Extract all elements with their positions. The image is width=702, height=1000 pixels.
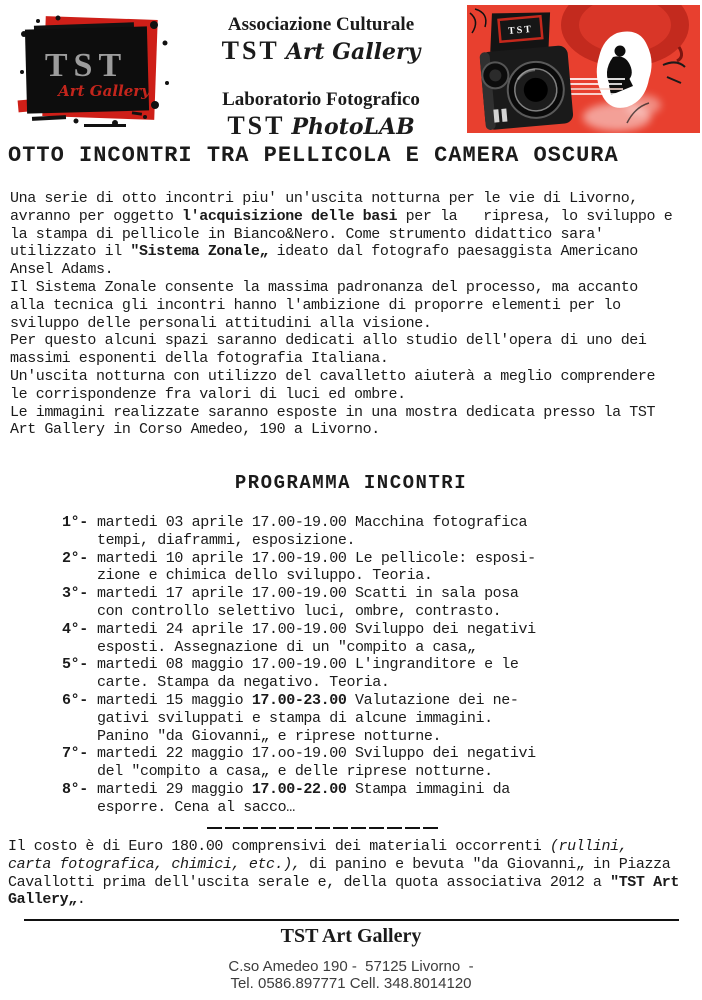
text-segment: Valutazione dei ne- [346, 691, 519, 709]
text-segment: l'acquisizione delle basi [182, 207, 398, 225]
text-segment: Per questo alcuni spazi saranno dedicati allo studio dell'opera di uno dei [10, 332, 647, 350]
program-item [62, 692, 536, 745]
text-segment: Ansel Adams. [10, 261, 114, 279]
text-segment: carte. Stampa da negativo. Teoria. [97, 674, 390, 692]
program-item [62, 781, 536, 817]
footer-address [0, 958, 702, 992]
laboratory-line: Laboratorio Fotografico [222, 89, 420, 110]
text-segment: Art Gallery in Corso Amedeo, 190 a Livorno. [10, 421, 380, 439]
program-item-text [97, 514, 527, 550]
association-line: Associazione Culturale [227, 14, 415, 35]
text-segment: martedi 29 maggio [97, 780, 252, 798]
text-segment: tempi, diaframmi, esposizione. [97, 531, 356, 549]
logo-subtitle-text: Art Gallery [58, 82, 150, 100]
program-item-text [97, 621, 536, 657]
text-segment: Cavallotti prima dell'uscita serale e, della quota associativa 2012 a [8, 873, 611, 891]
program-item [62, 656, 536, 692]
text-segment: la stampa di pellicole in Bianco&Nero. Come strumento didattico sara' [10, 225, 604, 243]
program-item-number: 4°- [62, 620, 88, 638]
text-segment: martedi 10 aprile 17.00-19.00 Le pellicole: esposi- [97, 549, 536, 567]
org-brand-tst: TST [221, 36, 280, 65]
footer-address-line1: C.so Amedeo 190 - 57125 Livorno - [228, 958, 474, 975]
program-list [62, 514, 536, 817]
text-segment: per la ripresa, lo sviluppo e [397, 207, 673, 225]
camera-photo [467, 5, 700, 133]
program-item-number: 3°- [62, 585, 88, 603]
logo-tst-text: TST [44, 47, 128, 84]
text-segment: avranno per oggetto [10, 207, 183, 225]
text-segment: Le immagini realizzate saranno esposte in una mostra dedicata presso la TST [10, 403, 656, 421]
camera-label-text: TST [507, 23, 534, 38]
text-segment: martedi 24 aprile 17.00-19.00 Sviluppo dei negativi [97, 620, 536, 638]
program-item-text [97, 745, 536, 781]
text-segment: sviluppo delle personali attitudini alla visione. [10, 314, 432, 332]
program-item-number: 6°- [62, 691, 88, 709]
text-segment: Il Sistema Zonale consente la massima padronanza del processo, ma accanto [10, 278, 638, 296]
program-item-number: 2°- [62, 549, 88, 567]
program-item [62, 550, 536, 586]
text-segment: le corrispondenze fra valori di luci ed ombre. [10, 385, 406, 403]
text-segment: Il costo è di Euro 180.00 comprensivi dei materiali occorrenti [8, 838, 550, 855]
text-segment: carta fotografica, chimici, etc.), [8, 855, 301, 873]
text-segment: gativi sviluppati e stampa di alcune immagini. [97, 709, 493, 727]
text-segment: martedi 17 aprile 17.00-19.00 Scatti in sala posa [97, 585, 519, 603]
intro-paragraph [10, 190, 672, 439]
cost-paragraph [8, 838, 679, 909]
text-segment: "TST Art [610, 873, 679, 891]
page-title: OTTO INCONTRI TRA PELLICOLA E CAMERA OSCURA [8, 143, 619, 168]
text-segment: esposti. Assegnazione di un "compito a casa„ [97, 638, 476, 656]
program-item-text [97, 550, 536, 586]
program-item-number: 1°- [62, 514, 88, 531]
program-item-text [97, 585, 518, 621]
text-segment: di panino e bevuta "da Giovanni„ in Piazza [300, 855, 671, 873]
text-segment: Stampa immagini da [346, 780, 510, 798]
program-item [62, 745, 536, 781]
text-segment: esporre. Cena al sacco… [97, 798, 295, 816]
dashed-separator [207, 827, 438, 829]
camera-photo-art [467, 5, 700, 133]
lab-brand-tst: TST [227, 111, 286, 140]
org-brand-line [178, 36, 464, 67]
text-segment: utilizzato il [10, 243, 131, 261]
text-segment: ideato dal fotografo paesaggista Americano [268, 243, 638, 261]
program-item-text [97, 656, 518, 692]
text-segment: con controllo selettivo luci, ombre, contrasto. [97, 602, 502, 620]
text-segment: martedi 03 aprile 17.00-19.00 Macchina fotografica [97, 514, 528, 531]
grunge-logo-art [14, 12, 174, 130]
text-segment: martedi 15 maggio [97, 691, 252, 709]
lab-brand-line [178, 111, 464, 142]
program-item-text [97, 692, 518, 745]
text-segment: martedi 22 maggio 17.oo-19.00 Sviluppo dei negativi [97, 745, 536, 763]
text-segment: Panino "da Giovanni„ e riprese notturne. [97, 727, 442, 745]
text-segment: "Sistema Zonale„ [130, 243, 269, 261]
text-segment: alla tecnica gli incontri hanno l'ambizione di proporre elementi per lo [10, 296, 621, 314]
program-item [62, 621, 536, 657]
program-heading: PROGRAMMA INCONTRI [234, 472, 468, 494]
text-segment: del "compito a casa„ e delle riprese notturne. [97, 763, 493, 781]
footer-gallery-name: TST Art Gallery [280, 925, 422, 947]
program-item [62, 514, 536, 550]
text-segment: massimi esponenti della fotografia Italiana. [10, 350, 389, 368]
org-brand-script: Art Gallery [285, 39, 421, 65]
lab-brand-script: PhotoLAB [291, 114, 415, 140]
program-item-number: 7°- [62, 745, 88, 763]
text-segment: 17.00-22.00 [251, 780, 347, 798]
program-item-number: 8°- [62, 780, 88, 798]
program-item-number: 5°- [62, 656, 88, 674]
tst-art-gallery-logo [14, 12, 174, 130]
text-segment: . [76, 891, 86, 909]
text-segment: Una serie di otto incontri piu' un'uscita notturna per le vie di Livorno, [10, 190, 638, 207]
program-item-text [97, 781, 510, 817]
text-segment: zione e chimica dello sviluppo. Teoria. [97, 567, 433, 585]
text-segment: Gallery„ [8, 891, 77, 909]
text-segment: Un'uscita notturna con utilizzo del cavalletto aiuterà a meglio comprendere [10, 367, 656, 385]
text-segment: martedi 08 maggio 17.00-19.00 L'ingranditore e le [97, 656, 519, 674]
footer-address-line2: Tel. 0586.897771 Cell. 348.8014120 [230, 975, 472, 992]
text-segment: 17.00-23.00 [251, 691, 347, 709]
header-titles [178, 14, 464, 164]
footer-divider [24, 919, 679, 921]
text-segment: (rullini, [549, 838, 628, 855]
program-item [62, 585, 536, 621]
